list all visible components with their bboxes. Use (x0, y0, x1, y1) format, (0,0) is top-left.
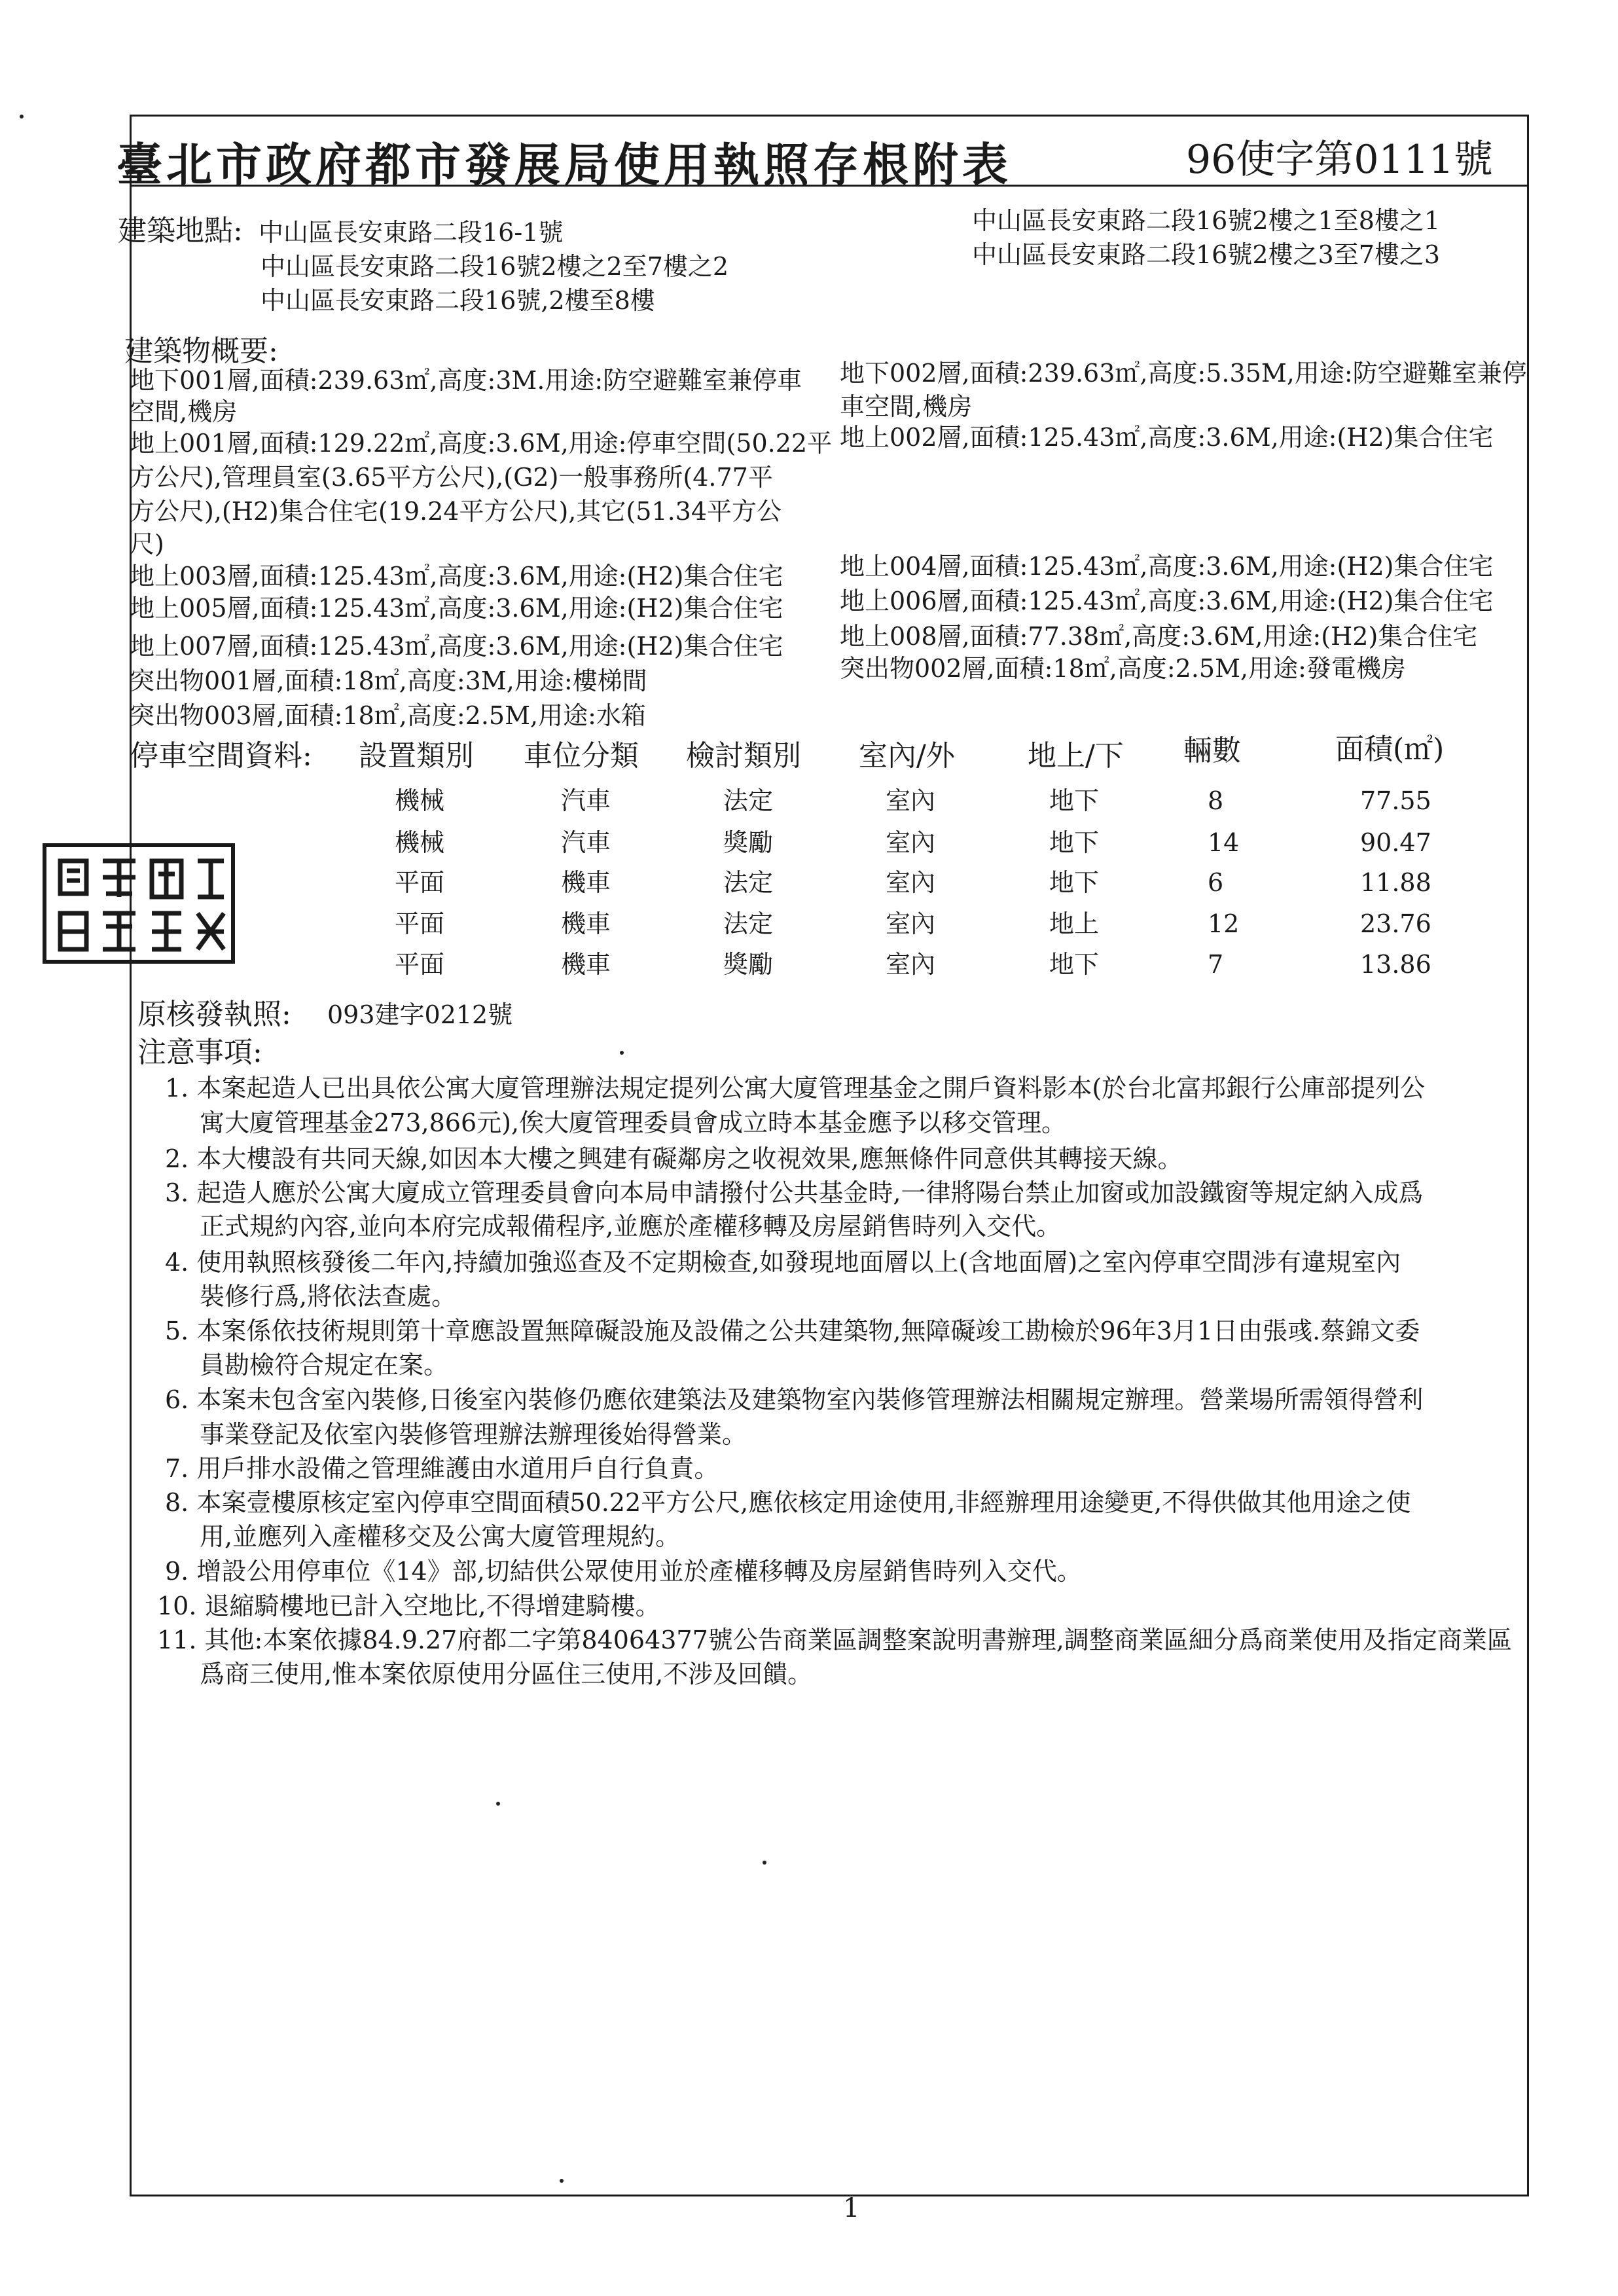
overview-line: 車空間,機房 (840, 392, 973, 421)
parking-header: 檢討類別 (686, 739, 801, 773)
table-cell: 獎勵 (723, 828, 774, 857)
table-cell: 地下 (1049, 786, 1100, 815)
table-cell: 地上 (1049, 909, 1100, 938)
document-title: 臺北市政府都市發展局使用執照存根附表 (117, 137, 1012, 192)
location-line: 中山區長安東路二段16號,2樓至8樓 (261, 286, 655, 315)
parking-label: 停車空間資料: (130, 739, 312, 773)
overview-line: 地上006層,面積:125.43㎡,高度:3.6M,用途:(H2)集合住宅 (840, 587, 1494, 615)
table-cell: 平面 (395, 909, 445, 938)
overview-line: 地上002層,面積:125.43㎡,高度:3.6M,用途:(H2)集合住宅 (840, 423, 1494, 452)
table-cell: 機械 (395, 786, 445, 815)
location-line: 中山區長安東路二段16號2樓之1至8樓之1 (972, 206, 1441, 235)
overview-line: 尺) (130, 530, 164, 558)
note-line: 3. 起造人應於公寓大廈成立管理委員會向本局申請撥付公共基金時,一律將陽台禁止加窗或加設鐵窗等規定納入成爲 (165, 1178, 1424, 1207)
table-cell: 13.86 (1360, 950, 1431, 979)
location-line: 中山區長安東路二段16號2樓之3至7樓之3 (972, 240, 1441, 269)
table-cell: 機車 (561, 868, 611, 897)
scan-speck (20, 115, 24, 118)
table-cell: 室內 (886, 786, 936, 815)
overview-line: 空間,機房 (130, 397, 238, 426)
scan-speck (763, 1861, 766, 1865)
table-cell: 汽車 (561, 786, 611, 815)
parking-header: 設置類別 (359, 739, 474, 773)
table-cell: 6 (1208, 868, 1224, 897)
note-line: 用,並應列入產權移交及公寓大廈管理規約。 (200, 1522, 681, 1551)
table-cell: 法定 (723, 786, 774, 815)
overview-line: 地上008層,面積:77.38㎡,高度:3.6M,用途:(H2)集合住宅 (840, 622, 1478, 651)
table-cell: 室內 (886, 950, 936, 979)
overview-line: 方公尺),(H2)集合住宅(19.24平方公尺),其它(51.34平方公 (130, 497, 782, 526)
table-cell: 室內 (886, 909, 936, 938)
table-cell: 8 (1208, 786, 1224, 815)
parking-header: 室內/外 (859, 739, 955, 773)
original-permit-value: 093建字0212號 (327, 1000, 513, 1029)
scan-speck (620, 1051, 624, 1055)
note-line: 10. 退縮騎樓地已計入空地比,不得增建騎樓。 (157, 1592, 660, 1620)
table-cell: 室內 (886, 868, 936, 897)
table-cell: 汽車 (561, 828, 611, 857)
overview-line: 地上007層,面積:125.43㎡,高度:3.6M,用途:(H2)集合住宅 (130, 632, 783, 661)
table-cell: 11.88 (1360, 868, 1431, 897)
table-cell: 90.47 (1360, 828, 1431, 857)
overview-line: 地上001層,面積:129.22㎡,高度:3.6M,用途:停車空間(50.22平 (130, 429, 833, 458)
overview-line: 地上005層,面積:125.43㎡,高度:3.6M,用途:(H2)集合住宅 (130, 594, 783, 623)
permit-number: 96使字第0111號 (1186, 137, 1494, 183)
table-cell: 地下 (1049, 828, 1100, 857)
note-line: 9. 增設公用停車位《14》部,切結供公眾使用並於產權移轉及房屋銷售時列入交代。 (165, 1557, 1082, 1586)
table-cell: 機車 (561, 950, 611, 979)
official-seal-stamp (41, 841, 237, 966)
parking-header: 車位分類 (524, 739, 639, 773)
overview-label: 建築物概要: (124, 335, 278, 368)
location-line: 中山區長安東路二段16-1號 (259, 218, 564, 247)
table-cell: 7 (1208, 950, 1224, 979)
table-cell: 14 (1208, 828, 1240, 857)
note-line: 8. 本案壹樓原核定室內停車空間面積50.22平方公尺,應依核定用途使用,非經辦理用途變更,不得供做其他用途之使 (165, 1488, 1411, 1517)
original-permit-label: 原核發執照: (137, 998, 291, 1031)
table-cell: 77.55 (1360, 786, 1431, 815)
table-cell: 平面 (395, 868, 445, 897)
overview-line: 地下001層,面積:239.63㎡,高度:3M.用途:防空避難室兼停車 (130, 366, 802, 395)
overview-line: 地下002層,面積:239.63㎡,高度:5.35M,用途:防空避難室兼停 (840, 359, 1527, 388)
note-line: 員勘檢符合規定在案。 (200, 1351, 449, 1379)
overview-line: 地上004層,面積:125.43㎡,高度:3.6M,用途:(H2)集合住宅 (840, 552, 1494, 581)
note-line: 11. 其他:本案依據84.9.27府都二字第84064377號公告商業區調整案說明書辦理,調整商業區細分爲商業使用及指定商業區 (157, 1626, 1512, 1654)
note-line: 寓大廈管理基金273,866元),俟大廈管理委員會成立時本基金應予以移交管理。 (200, 1108, 1067, 1137)
table-cell: 機械 (395, 828, 445, 857)
table-cell: 室內 (886, 828, 936, 857)
note-line: 1. 本案起造人已出具依公寓大廈管理辦法規定提列公寓大廈管理基金之開戶資料影本(於台北富邦銀行公庫部提列公 (165, 1074, 1426, 1102)
table-cell: 法定 (723, 909, 774, 938)
note-line: 7. 用戶排水設備之管理維護由水道用戶自行負責。 (165, 1454, 719, 1483)
table-cell: 地下 (1049, 950, 1100, 979)
note-line: 6. 本案未包含室內裝修,日後室內裝修仍應依建築法及建築物室內裝修管理辦法相關規定辦理。營業場所需領得營利 (165, 1385, 1424, 1414)
scan-speck (496, 1802, 500, 1806)
overview-line: 地上003層,面積:125.43㎡,高度:3.6M,用途:(H2)集合住宅 (130, 562, 783, 591)
overview-line: 突出物001層,面積:18㎡,高度:3M,用途:樓梯間 (130, 666, 647, 695)
table-cell: 法定 (723, 868, 774, 897)
overview-line: 方公尺),管理員室(3.65平方公尺),(G2)一般事務所(4.77平 (130, 463, 773, 492)
overview-line: 突出物003層,面積:18㎡,高度:2.5M,用途:水箱 (130, 701, 646, 730)
note-line: 爲商三使用,惟本案依原使用分區住三使用,不涉及回饋。 (200, 1660, 813, 1688)
parking-header: 地上/下 (1028, 739, 1124, 773)
note-line: 2. 本大樓設有共同天線,如因本大樓之興建有礙鄰房之收視效果,應無條件同意供其轉接天線。 (165, 1144, 1183, 1173)
parking-header: 輛數 (1183, 734, 1241, 767)
notes-label: 注意事項: (137, 1036, 262, 1069)
parking-header: 面積(㎡) (1335, 733, 1445, 766)
table-cell: 23.76 (1360, 909, 1431, 938)
scan-speck (560, 2179, 564, 2183)
table-cell: 獎勵 (723, 950, 774, 979)
page-number: 1 (843, 2193, 860, 2223)
location-label: 建築地點: (118, 214, 243, 247)
table-cell: 機車 (561, 909, 611, 938)
table-cell: 12 (1208, 909, 1240, 938)
table-cell: 地下 (1049, 868, 1100, 897)
note-line: 事業登記及依室內裝修管理辦法辦理後始得營業。 (200, 1420, 747, 1449)
note-line: 裝修行爲,將依法查處。 (200, 1282, 457, 1311)
table-cell: 平面 (395, 950, 445, 979)
note-line: 5. 本案係依技術規則第十章應設置無障礙設施及設備之公共建築物,無障礙竣工勘檢於96年3月1日由張彧.蔡錦文委 (165, 1317, 1420, 1345)
location-line: 中山區長安東路二段16號2樓之2至7樓之2 (261, 252, 729, 281)
note-line: 4. 使用執照核發後二年內,持續加強巡查及不定期檢查,如發現地面層以上(含地面層)之室內停車空間涉有違規室內 (165, 1248, 1401, 1277)
note-line: 正式規約內容,並向本府完成報備程序,並應於產權移轉及房屋銷售時列入交代。 (200, 1212, 1062, 1241)
overview-line: 突出物002層,面積:18㎡,高度:2.5M,用途:發電機房 (840, 654, 1406, 683)
